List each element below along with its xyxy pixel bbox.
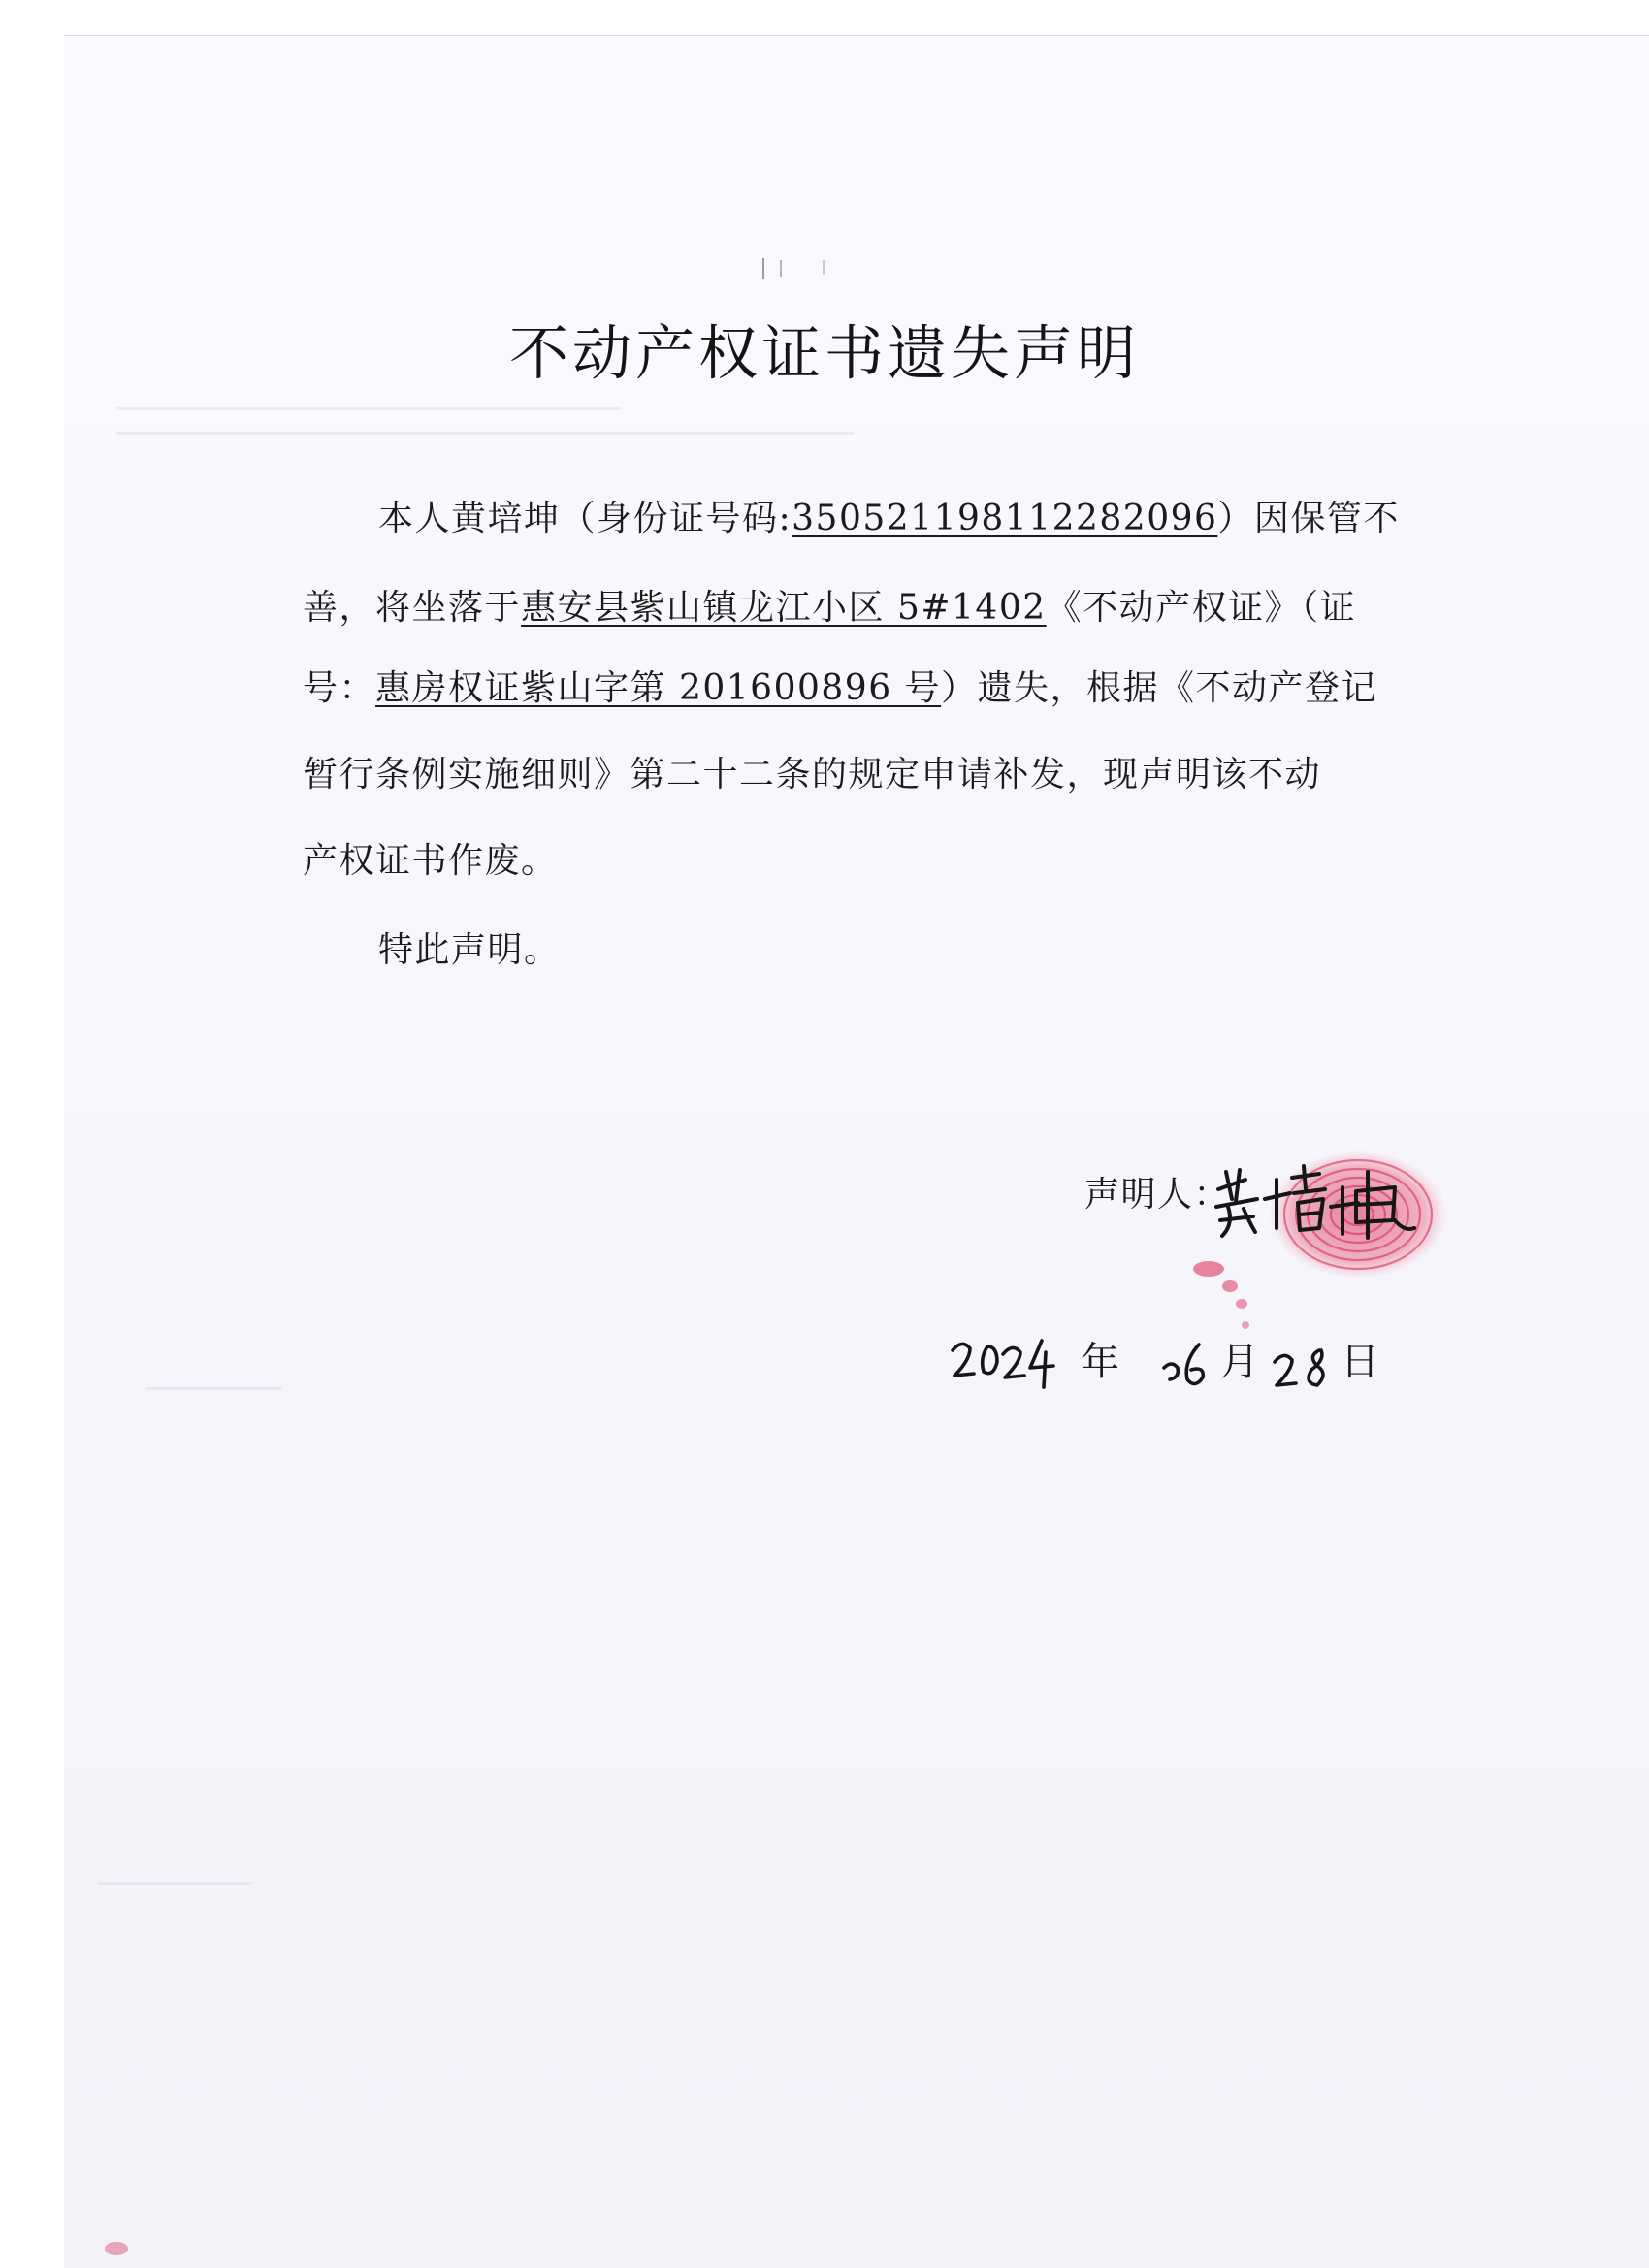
paragraph-line-4: 暂行条例实施细则》第二十二条的规定申请补发，现声明该不动: [303, 755, 1322, 794]
paragraph-line-1: [378, 496, 1400, 542]
id-number: 350521198112282096: [792, 499, 1218, 538]
paragraph-line-2: [303, 585, 1356, 632]
date-year-unit: 年: [1081, 1340, 1119, 1384]
line-2-prefix: 善，将坐落于: [303, 588, 522, 628]
bleed-through: [116, 407, 621, 410]
document-title: 不动产权证书遗失声明: [508, 319, 1140, 388]
line-1-prefix: 本人黄培坤（身份证号码:: [378, 499, 792, 538]
paragraph-line-5: 产权证书作废。: [303, 841, 558, 881]
line-3-suffix: ）遗失，根据《不动产登记: [941, 668, 1378, 708]
scan-mark: [823, 260, 824, 275]
handwritten-month: [1160, 1339, 1214, 1393]
closing-statement: 特此声明。: [378, 930, 561, 970]
date-month-unit: 月: [1220, 1340, 1259, 1384]
ink-smudge: [99, 2237, 138, 2260]
bleed-through: [116, 432, 854, 435]
handwritten-year: [949, 1333, 1057, 1395]
line-3-prefix: 号：: [303, 668, 376, 708]
handwritten-signature: [1211, 1160, 1463, 1242]
handwritten-day: [1271, 1341, 1341, 1399]
scan-edge: [64, 35, 1649, 36]
bleed-through: [97, 1882, 252, 1885]
bleed-through: [146, 1387, 281, 1390]
scan-mark: [762, 258, 764, 279]
scan-mark: [780, 260, 782, 277]
property-address: 惠安县紫山镇龙江小区 5#1402: [521, 588, 1047, 628]
line-2-suffix: 《不动产权证》（证: [1046, 588, 1357, 628]
line-1-suffix: ）因保管不: [1217, 499, 1400, 538]
paragraph-line-3: [303, 665, 1377, 712]
date-day-unit: 日: [1341, 1340, 1379, 1384]
certificate-number: 惠房权证紫山字第 201600896 号: [375, 668, 942, 708]
declarer-label: 声明人：: [1084, 1175, 1231, 1215]
ink-smudge: [1181, 1251, 1269, 1348]
